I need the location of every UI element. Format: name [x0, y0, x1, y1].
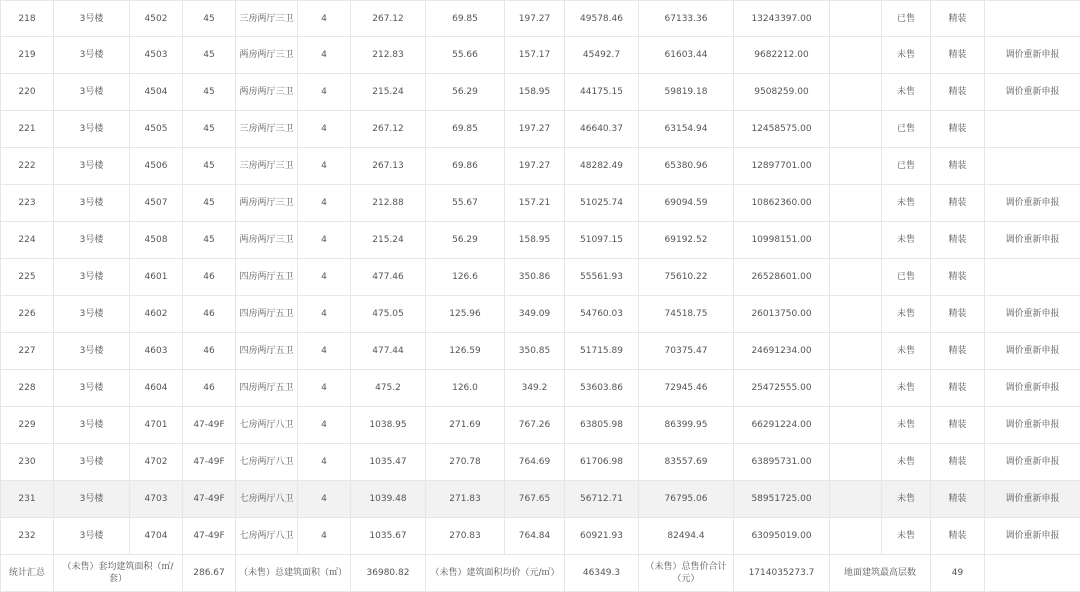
area-price-cell: 46640.37 [565, 111, 639, 148]
inner-price-cell: 61603.44 [639, 37, 734, 74]
room-cell: 4506 [130, 148, 183, 185]
area-cell: 477.44 [351, 333, 426, 370]
decoration-cell: 精装 [931, 1, 985, 37]
status-cell: 未售 [882, 37, 931, 74]
inner-price-cell: 83557.69 [639, 444, 734, 481]
status-cell: 已售 [882, 259, 931, 296]
shared-area-cell: 56.29 [426, 74, 505, 111]
note-cell [985, 1, 1080, 37]
status-cell: 未售 [882, 185, 931, 222]
blank-cell [830, 407, 882, 444]
area-price-cell: 53603.86 [565, 370, 639, 407]
floor-cell: 45 [183, 37, 236, 74]
status-cell: 未售 [882, 444, 931, 481]
table-row [1, 111, 1080, 148]
inner-area-cell: 157.17 [505, 37, 565, 74]
decoration-cell: 精装 [931, 185, 985, 222]
area-price-cell: 60921.93 [565, 518, 639, 555]
room-cell: 4503 [130, 37, 183, 74]
shared-area-cell: 271.69 [426, 407, 505, 444]
building-cell: 3号楼 [54, 185, 130, 222]
inner-price-cell: 69192.52 [639, 222, 734, 259]
note-cell: 调价重新申报 [985, 222, 1080, 259]
layout-cell: 七房两厅八卫 [236, 444, 298, 481]
total-price-cell: 26528601.00 [734, 259, 830, 296]
summary-max-floor-value: 49 [931, 555, 985, 592]
shared-area-cell: 55.67 [426, 185, 505, 222]
room-cell: 4602 [130, 296, 183, 333]
room-cell: 4505 [130, 111, 183, 148]
status-cell: 未售 [882, 370, 931, 407]
building-cell: 3号楼 [54, 148, 130, 185]
floor-cell: 45 [183, 148, 236, 185]
note-cell: 调价重新申报 [985, 444, 1080, 481]
inner-price-cell: 59819.18 [639, 74, 734, 111]
row-number: 218 [1, 1, 54, 37]
inner-area-cell: 158.95 [505, 74, 565, 111]
blank-cell [830, 74, 882, 111]
row-number: 224 [1, 222, 54, 259]
units-cell: 4 [298, 259, 351, 296]
units-cell: 4 [298, 481, 351, 518]
blank-cell [830, 481, 882, 518]
status-cell: 未售 [882, 518, 931, 555]
inner-area-cell: 197.27 [505, 148, 565, 185]
note-cell [985, 148, 1080, 185]
summary-total-area-label: （未售）总建筑面积（㎡） [236, 555, 351, 592]
decoration-cell: 精装 [931, 518, 985, 555]
total-price-cell: 26013750.00 [734, 296, 830, 333]
units-cell: 4 [298, 185, 351, 222]
status-cell: 未售 [882, 333, 931, 370]
area-price-cell: 55561.93 [565, 259, 639, 296]
table-row [1, 1, 1080, 37]
floor-cell: 47-49F [183, 407, 236, 444]
table-row [1, 259, 1080, 296]
blank-cell [830, 185, 882, 222]
units-cell: 4 [298, 1, 351, 37]
inner-area-cell: 349.2 [505, 370, 565, 407]
area-price-cell: 54760.03 [565, 296, 639, 333]
total-price-cell: 9508259.00 [734, 74, 830, 111]
table-row [1, 407, 1080, 444]
summary-label: 统计汇总 [1, 555, 54, 592]
table-row [1, 37, 1080, 74]
area-cell: 475.2 [351, 370, 426, 407]
layout-cell: 四房两厅五卫 [236, 296, 298, 333]
area-cell: 212.83 [351, 37, 426, 74]
room-cell: 4701 [130, 407, 183, 444]
status-cell: 已售 [882, 1, 931, 37]
layout-cell: 四房两厅五卫 [236, 333, 298, 370]
summary-avg-price-label: （未售）建筑面积均价（元/㎡） [426, 555, 565, 592]
inner-price-cell: 72945.46 [639, 370, 734, 407]
building-cell: 3号楼 [54, 37, 130, 74]
shared-area-cell: 126.0 [426, 370, 505, 407]
floor-cell: 46 [183, 296, 236, 333]
blank-cell [830, 333, 882, 370]
total-price-cell: 24691234.00 [734, 333, 830, 370]
table-row [1, 518, 1080, 555]
decoration-cell: 精装 [931, 111, 985, 148]
shared-area-cell: 270.78 [426, 444, 505, 481]
table-row [1, 185, 1080, 222]
area-cell: 1039.48 [351, 481, 426, 518]
decoration-cell: 精装 [931, 333, 985, 370]
area-cell: 212.88 [351, 185, 426, 222]
row-number: 226 [1, 296, 54, 333]
units-cell: 4 [298, 333, 351, 370]
inner-price-cell: 74518.75 [639, 296, 734, 333]
room-cell: 4603 [130, 333, 183, 370]
units-cell: 4 [298, 222, 351, 259]
room-cell: 4703 [130, 481, 183, 518]
status-cell: 未售 [882, 74, 931, 111]
row-number: 223 [1, 185, 54, 222]
shared-area-cell: 126.6 [426, 259, 505, 296]
inner-area-cell: 349.09 [505, 296, 565, 333]
shared-area-cell: 69.85 [426, 111, 505, 148]
shared-area-cell: 125.96 [426, 296, 505, 333]
floor-cell: 47-49F [183, 481, 236, 518]
area-price-cell: 45492.7 [565, 37, 639, 74]
table-body [1, 1, 1080, 555]
decoration-cell: 精装 [931, 407, 985, 444]
room-cell: 4504 [130, 74, 183, 111]
note-cell: 调价重新申报 [985, 407, 1080, 444]
layout-cell: 两房两厅三卫 [236, 37, 298, 74]
floor-cell: 46 [183, 333, 236, 370]
inner-area-cell: 764.84 [505, 518, 565, 555]
area-price-cell: 56712.71 [565, 481, 639, 518]
building-cell: 3号楼 [54, 481, 130, 518]
room-cell: 4604 [130, 370, 183, 407]
area-price-cell: 51097.15 [565, 222, 639, 259]
decoration-cell: 精装 [931, 259, 985, 296]
row-number: 219 [1, 37, 54, 74]
decoration-cell: 精装 [931, 37, 985, 74]
units-cell: 4 [298, 37, 351, 74]
note-cell: 调价重新申报 [985, 74, 1080, 111]
row-number: 221 [1, 111, 54, 148]
status-cell: 已售 [882, 111, 931, 148]
row-number: 230 [1, 444, 54, 481]
shared-area-cell: 56.29 [426, 222, 505, 259]
room-cell: 4507 [130, 185, 183, 222]
area-price-cell: 61706.98 [565, 444, 639, 481]
area-cell: 215.24 [351, 222, 426, 259]
layout-cell: 两房两厅三卫 [236, 185, 298, 222]
floor-cell: 45 [183, 1, 236, 37]
floor-cell: 46 [183, 370, 236, 407]
inner-price-cell: 67133.36 [639, 1, 734, 37]
layout-cell: 七房两厅八卫 [236, 518, 298, 555]
inner-area-cell: 197.27 [505, 1, 565, 37]
units-cell: 4 [298, 444, 351, 481]
table-row [1, 148, 1080, 185]
floor-cell: 45 [183, 74, 236, 111]
table-row [1, 333, 1080, 370]
blank-cell [830, 1, 882, 37]
total-price-cell: 58951725.00 [734, 481, 830, 518]
inner-price-cell: 76795.06 [639, 481, 734, 518]
area-cell: 1035.67 [351, 518, 426, 555]
area-cell: 267.13 [351, 148, 426, 185]
total-price-cell: 13243397.00 [734, 1, 830, 37]
building-cell: 3号楼 [54, 111, 130, 148]
table-row [1, 370, 1080, 407]
floor-cell: 45 [183, 222, 236, 259]
row-number: 232 [1, 518, 54, 555]
summary-avg-area-value: 286.67 [183, 555, 236, 592]
shared-area-cell: 69.86 [426, 148, 505, 185]
building-cell: 3号楼 [54, 296, 130, 333]
inner-area-cell: 158.95 [505, 222, 565, 259]
room-cell: 4508 [130, 222, 183, 259]
floor-cell: 45 [183, 111, 236, 148]
summary-total-price-value: 1714035273.7 [734, 555, 830, 592]
summary-total-price-label: （未售）总售价合计（元） [639, 555, 734, 592]
decoration-cell: 精装 [931, 222, 985, 259]
inner-area-cell: 767.26 [505, 407, 565, 444]
row-number: 222 [1, 148, 54, 185]
inner-area-cell: 764.69 [505, 444, 565, 481]
floor-cell: 45 [183, 185, 236, 222]
blank-cell [830, 148, 882, 185]
area-price-cell: 63805.98 [565, 407, 639, 444]
status-cell: 未售 [882, 296, 931, 333]
blank-cell [830, 222, 882, 259]
area-cell: 267.12 [351, 111, 426, 148]
decoration-cell: 精装 [931, 148, 985, 185]
floor-cell: 47-49F [183, 444, 236, 481]
inner-price-cell: 82494.4 [639, 518, 734, 555]
table-row [1, 296, 1080, 333]
floor-cell: 47-49F [183, 518, 236, 555]
note-cell: 调价重新申报 [985, 185, 1080, 222]
summary-avg-price-value: 46349.3 [565, 555, 639, 592]
total-price-cell: 12458575.00 [734, 111, 830, 148]
inner-area-cell: 157.21 [505, 185, 565, 222]
room-cell: 4702 [130, 444, 183, 481]
status-cell: 未售 [882, 222, 931, 259]
blank-cell [830, 518, 882, 555]
total-price-cell: 25472555.00 [734, 370, 830, 407]
row-number: 220 [1, 74, 54, 111]
row-number: 231 [1, 481, 54, 518]
units-cell: 4 [298, 407, 351, 444]
units-cell: 4 [298, 370, 351, 407]
building-cell: 3号楼 [54, 222, 130, 259]
units-cell: 4 [298, 74, 351, 111]
floor-cell: 46 [183, 259, 236, 296]
building-cell: 3号楼 [54, 74, 130, 111]
shared-area-cell: 69.85 [426, 1, 505, 37]
note-cell: 调价重新申报 [985, 333, 1080, 370]
row-number: 229 [1, 407, 54, 444]
shared-area-cell: 270.83 [426, 518, 505, 555]
blank-cell [830, 111, 882, 148]
inner-price-cell: 69094.59 [639, 185, 734, 222]
layout-cell: 四房两厅五卫 [236, 370, 298, 407]
note-cell: 调价重新申报 [985, 296, 1080, 333]
note-cell [985, 259, 1080, 296]
building-cell: 3号楼 [54, 259, 130, 296]
area-price-cell: 51025.74 [565, 185, 639, 222]
area-price-cell: 49578.46 [565, 1, 639, 37]
row-number: 228 [1, 370, 54, 407]
area-price-cell: 51715.89 [565, 333, 639, 370]
room-cell: 4502 [130, 1, 183, 37]
decoration-cell: 精装 [931, 481, 985, 518]
note-cell [985, 111, 1080, 148]
shared-area-cell: 126.59 [426, 333, 505, 370]
room-cell: 4704 [130, 518, 183, 555]
decoration-cell: 精装 [931, 444, 985, 481]
total-price-cell: 9682212.00 [734, 37, 830, 74]
area-cell: 267.12 [351, 1, 426, 37]
units-cell: 4 [298, 296, 351, 333]
layout-cell: 七房两厅八卫 [236, 481, 298, 518]
total-price-cell: 66291224.00 [734, 407, 830, 444]
table-row [1, 74, 1080, 111]
area-cell: 477.46 [351, 259, 426, 296]
status-cell: 未售 [882, 407, 931, 444]
inner-area-cell: 767.65 [505, 481, 565, 518]
building-cell: 3号楼 [54, 370, 130, 407]
building-cell: 3号楼 [54, 407, 130, 444]
table-row [1, 444, 1080, 481]
blank-cell [830, 296, 882, 333]
units-cell: 4 [298, 111, 351, 148]
blank-cell [830, 259, 882, 296]
area-cell: 1035.47 [351, 444, 426, 481]
table-row [1, 481, 1080, 518]
summary-max-floor-label: 地面建筑最高层数 [830, 555, 931, 592]
row-number: 227 [1, 333, 54, 370]
status-cell: 已售 [882, 148, 931, 185]
inner-price-cell: 75610.22 [639, 259, 734, 296]
shared-area-cell: 271.83 [426, 481, 505, 518]
total-price-cell: 63895731.00 [734, 444, 830, 481]
inner-area-cell: 350.86 [505, 259, 565, 296]
room-cell: 4601 [130, 259, 183, 296]
area-price-cell: 44175.15 [565, 74, 639, 111]
blank-cell [830, 37, 882, 74]
shared-area-cell: 55.66 [426, 37, 505, 74]
status-cell: 未售 [882, 481, 931, 518]
building-cell: 3号楼 [54, 444, 130, 481]
summary-row [1, 555, 1080, 592]
note-cell: 调价重新申报 [985, 37, 1080, 74]
decoration-cell: 精装 [931, 370, 985, 407]
area-cell: 215.24 [351, 74, 426, 111]
units-cell: 4 [298, 518, 351, 555]
inner-price-cell: 70375.47 [639, 333, 734, 370]
summary-avg-area-label: （未售）套均建筑面积（㎡/套） [54, 555, 183, 592]
units-cell: 4 [298, 148, 351, 185]
layout-cell: 三房两厅三卫 [236, 1, 298, 37]
area-cell: 475.05 [351, 296, 426, 333]
inner-price-cell: 65380.96 [639, 148, 734, 185]
blank-cell [830, 444, 882, 481]
inner-area-cell: 350.85 [505, 333, 565, 370]
total-price-cell: 10998151.00 [734, 222, 830, 259]
blank-cell [830, 370, 882, 407]
building-cell: 3号楼 [54, 518, 130, 555]
layout-cell: 两房两厅三卫 [236, 74, 298, 111]
area-price-cell: 48282.49 [565, 148, 639, 185]
inner-area-cell: 197.27 [505, 111, 565, 148]
note-cell: 调价重新申报 [985, 518, 1080, 555]
total-price-cell: 10862360.00 [734, 185, 830, 222]
summary-total-area-value: 36980.82 [351, 555, 426, 592]
decoration-cell: 精装 [931, 74, 985, 111]
layout-cell: 四房两厅五卫 [236, 259, 298, 296]
layout-cell: 七房两厅八卫 [236, 407, 298, 444]
layout-cell: 两房两厅三卫 [236, 222, 298, 259]
note-cell: 调价重新申报 [985, 481, 1080, 518]
layout-cell: 三房两厅三卫 [236, 111, 298, 148]
summary-blank-cell [985, 555, 1080, 592]
inner-price-cell: 86399.95 [639, 407, 734, 444]
total-price-cell: 12897701.00 [734, 148, 830, 185]
total-price-cell: 63095019.00 [734, 518, 830, 555]
row-number: 225 [1, 259, 54, 296]
decoration-cell: 精装 [931, 296, 985, 333]
table-row [1, 222, 1080, 259]
inner-price-cell: 63154.94 [639, 111, 734, 148]
area-cell: 1038.95 [351, 407, 426, 444]
note-cell: 调价重新申报 [985, 370, 1080, 407]
building-cell: 3号楼 [54, 333, 130, 370]
building-cell: 3号楼 [54, 1, 130, 37]
layout-cell: 三房两厅三卫 [236, 148, 298, 185]
